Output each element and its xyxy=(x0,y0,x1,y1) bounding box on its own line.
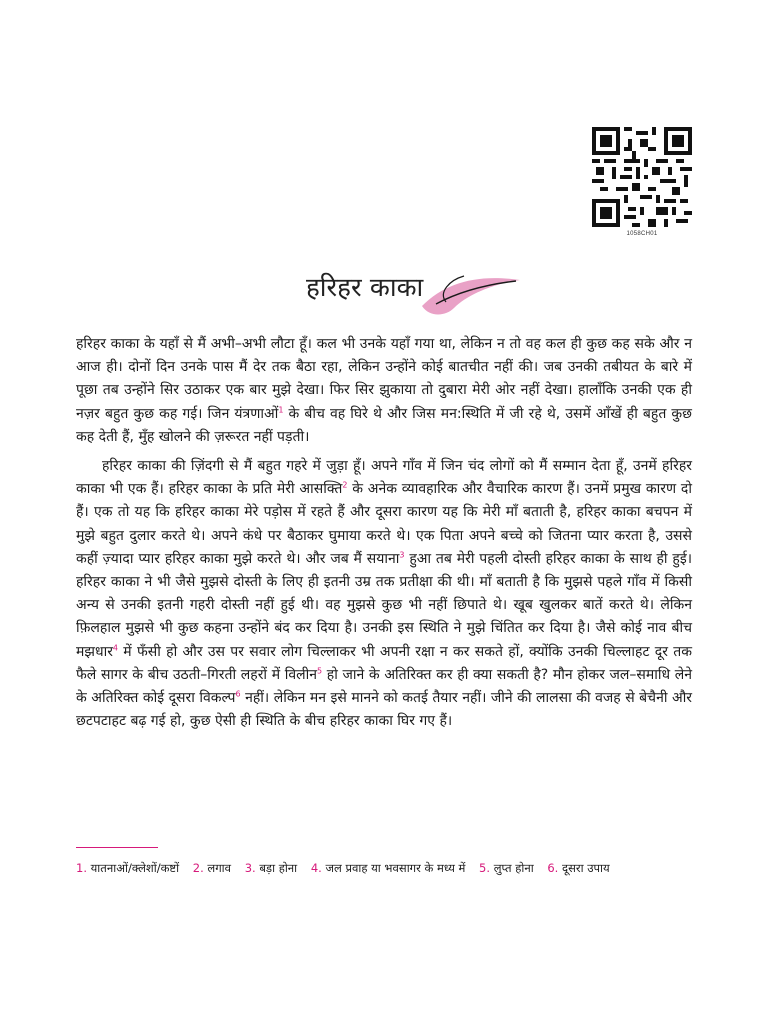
footnote-number: 2. xyxy=(192,861,208,875)
footnote-text: बड़ा होना xyxy=(259,861,298,875)
footnote-marker: 6 xyxy=(235,689,241,699)
paragraph-text: नहीं। लेकिन मन इसे मानने को कतई तैयार नहीं। जीने की लालसा की वजह से बेचैनी और छटपटाहट बढ़ गई हो, कुछ ऐसी ही स्थिति के बीच हरिहर काका घिर गए हैं। xyxy=(76,690,693,730)
chapter-title-block xyxy=(300,262,530,322)
paragraph-text: हो जाने के अतिरिक्त कर ही क्या सकती है? मौन होकर जल–समाधि लेने के अतिरिक्त कोई दूसरा विकल्प xyxy=(76,666,692,707)
footnote-text: जल प्रवाह या भवसागर के मध्य में xyxy=(325,861,466,875)
qr-code-block xyxy=(592,127,692,237)
footnote-item xyxy=(547,861,609,875)
footnote-text: लुप्त होना xyxy=(493,861,534,875)
footnote-number: 6. xyxy=(547,861,562,875)
paragraph-1 xyxy=(76,333,692,449)
footnote-number: 3. xyxy=(244,861,260,875)
paragraph-2 xyxy=(76,455,692,733)
qr-code-label: 1058CH01 xyxy=(626,231,658,237)
footnote-marker: 2 xyxy=(342,480,348,490)
footnote-marker: 3 xyxy=(399,550,405,560)
footnote-divider xyxy=(76,847,158,848)
footnote-marker: 1 xyxy=(278,404,284,414)
story-body xyxy=(76,333,692,739)
footnote-item xyxy=(311,861,466,875)
footnotes xyxy=(76,859,692,877)
paragraph-text: के बीच वह घिरे थे और जिस मन:स्थिति में जी रहे थे, उसमें आँखें ही बहुत कुछ कह देती हैं, मुँह खोलने की ज़रूरत नहीं पड़ती। xyxy=(76,405,692,445)
footnote-number: 5. xyxy=(479,861,494,875)
chapter-title: हरिहर काका xyxy=(306,273,424,303)
footnote-text: लगाव xyxy=(207,861,232,875)
footnote-number: 1. xyxy=(76,861,91,875)
footnote-item xyxy=(193,861,231,875)
footnote-marker: 5 xyxy=(317,666,323,676)
paragraph-text: में फँसी हो और उस पर सवार लोग चिल्लाकर भी अपनी रक्षा न कर सकते हों, क्योंकि उनकी चिल्लाहट दूर तक फैले सागर के बीच उठती–गिरती लहरों में विलीन xyxy=(76,643,692,683)
qr-code-image xyxy=(592,127,692,227)
paragraph-text: के अनेक व्यावहारिक और वैचारिक कारण हैं। उनमें प्रमुख कारण दो हैं। एक तो यह कि हरिहर काका मेरे पड़ोस में रहते हैं और दूसरा कारण यह कि मेरी माँ बताती है, हरिहर काका बचपन में मुझे बहुत दुलार करते थे। अपने कंधे पर बैठाकर घुमाया करते थे। एक पिता अपने बच्चे को जितना प्यार करता है, उससे कहीं ज़्यादा प्यार हरिहर काका मुझे करते थे। और जब मैं सयाना xyxy=(76,481,692,567)
footnote-marker: 4 xyxy=(112,642,119,652)
footnote-text: यातनाओं/क्लेशों/कष्टों xyxy=(90,861,180,875)
footnote-number: 4. xyxy=(310,861,326,875)
paragraph-text: हुआ तब मेरी पहली दोस्ती हरिहर काका के साथ ही हुई। हरिहर काका ने भी जैसे मुझसे दोस्ती के लिए ही इतनी उम्र तक प्रतीक्षा की थी। माँ बताती है कि मुझसे पहले गाँव में किसी अन्य से उनकी इतनी गहरी दोस्ती नहीं हुई थी। वह मुझसे कुछ भी नहीं छिपाते थे। खूब खुलकर बातें करते थे। लेकिन फ़िलहाल मुझसे भी कुछ कहना उन्होंने बंद कर दिया है। उनकी इस स्थिति ने मुझे चिंतित कर दिया है। जैसे कोई नाव बीच मझधार xyxy=(76,550,692,660)
paragraph-text: हरिहर काका की ज़िंदगी से मैं बहुत गहरे में जुड़ा हूँ। अपने गाँव में जिन चंद लोगों को मैं सम्मान देता हूँ, उनमें हरिहर काका भी एक हैं। हरिहर काका के प्रति मेरी आसक्ति xyxy=(76,458,692,498)
footnote-text: दूसरा उपाय xyxy=(561,861,610,875)
paragraph-text: हरिहर काका के यहाँ से मैं अभी–अभी लौटा हूँ। कल भी उनके यहाँ गया था, लेकिन न तो वह कल ही कुछ कह सके और न आज ही। दोनों दिन उनके पास मैं देर तक बैठा रहा, लेकिन उन्होंने कोई बातचीत नहीं की। जब उनकी तबीयत के बारे में पूछा तब उन्होंने सिर उठाकर एक बार मुझे देखा। फिर सिर झुकाया तो दुबारा मेरी ओर नहीं देखा। हालाँकि उनकी एक ही नज़र बहुत कुछ कह गई। जिन यंत्रणाओं xyxy=(76,336,692,422)
footnote-item xyxy=(245,861,297,875)
brush-stroke-decoration xyxy=(416,262,526,320)
footnote-item xyxy=(479,861,534,875)
footnote-item xyxy=(76,861,179,875)
